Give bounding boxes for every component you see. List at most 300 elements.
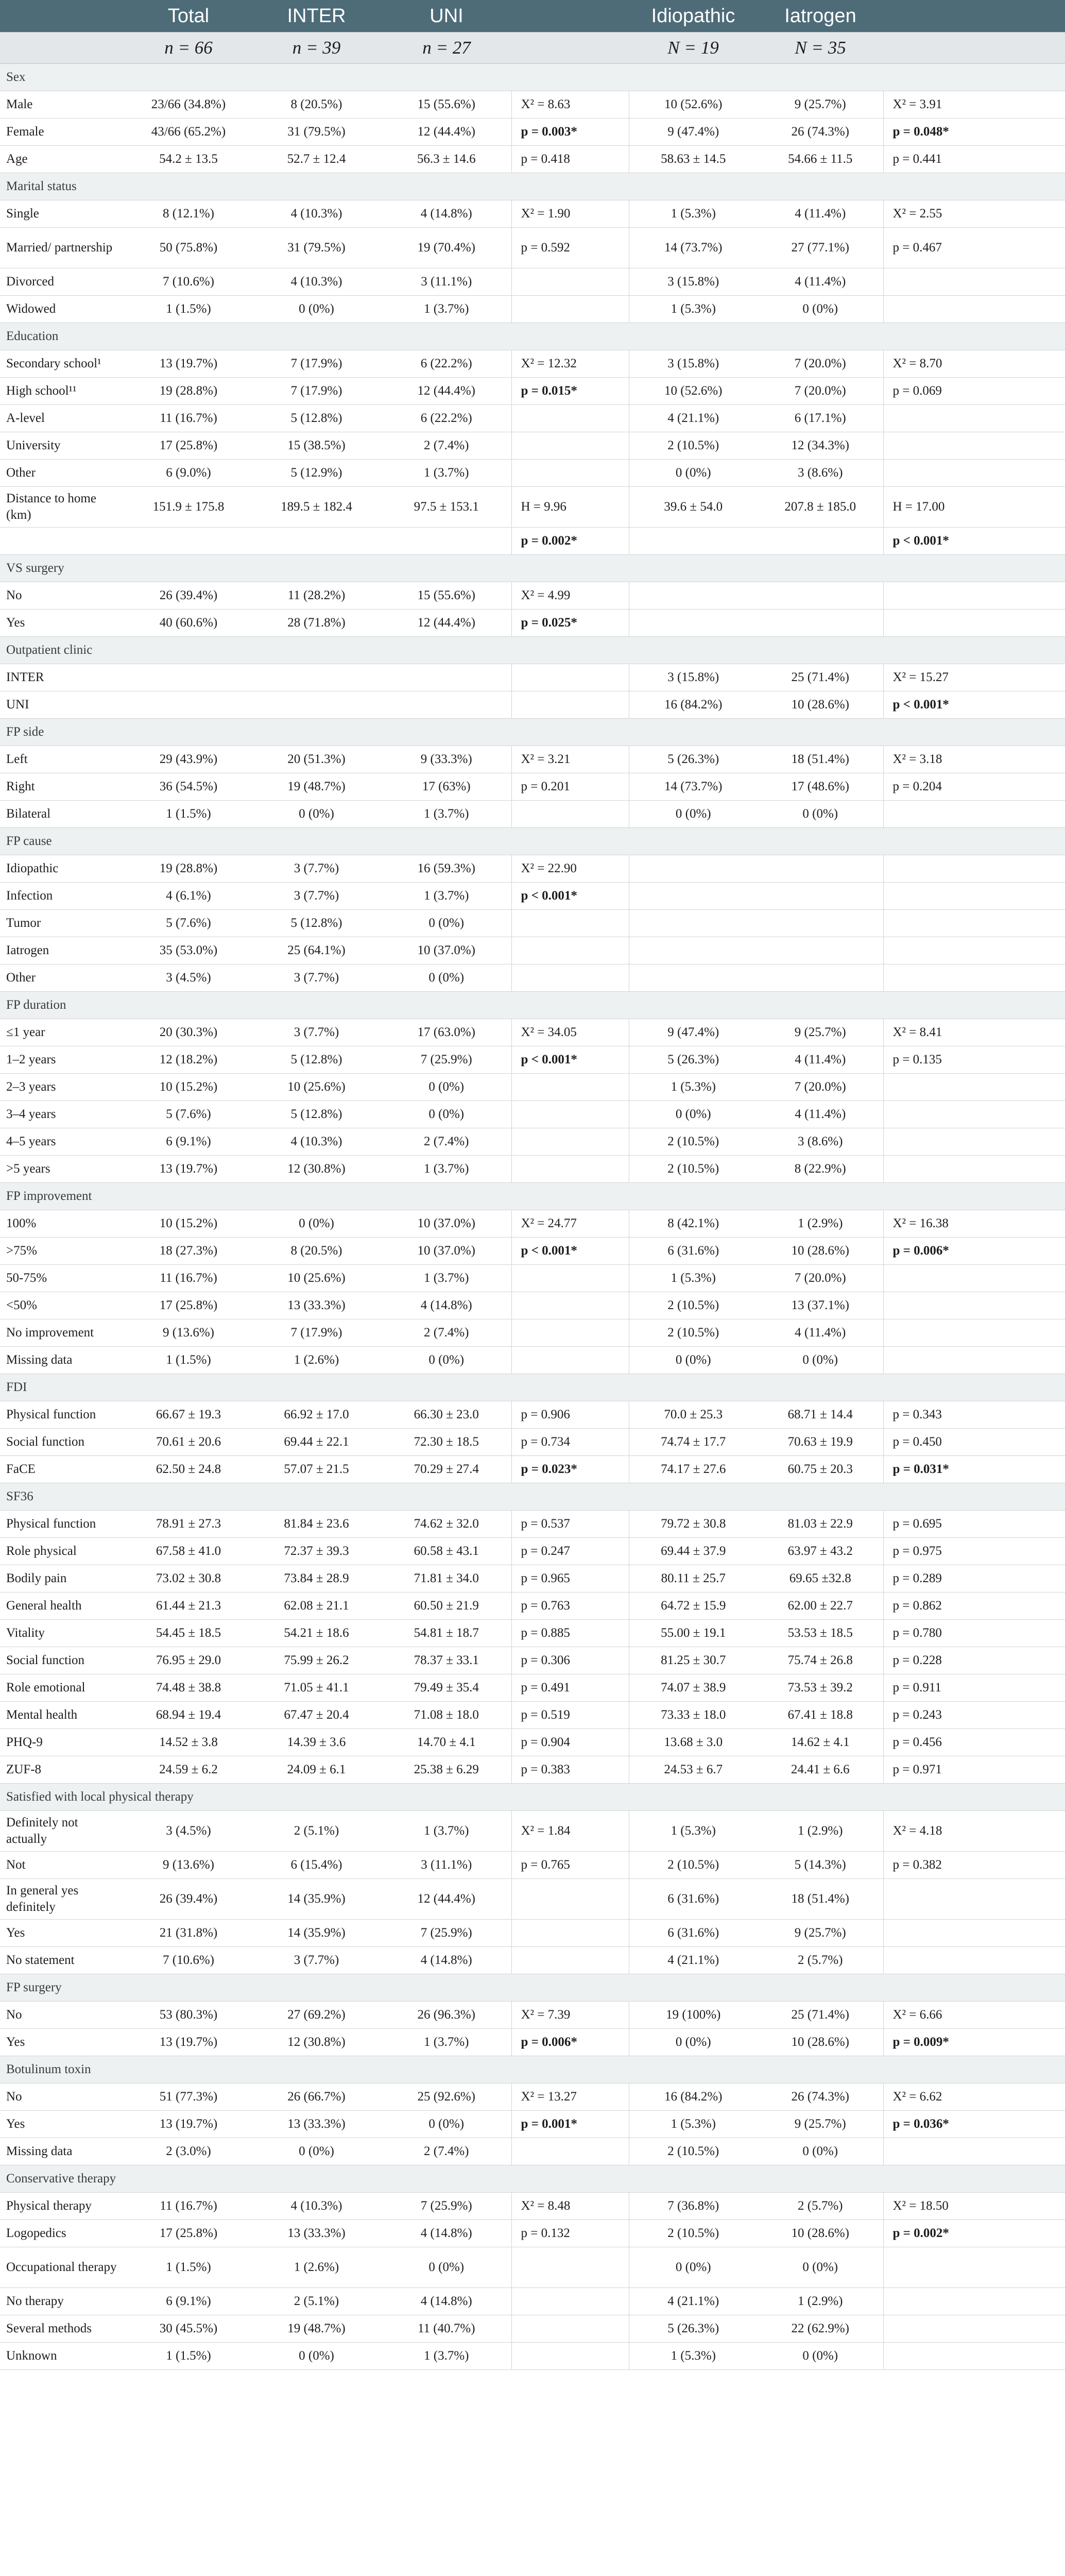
value-cell: 31 (79.5%) xyxy=(251,118,382,146)
value-cell xyxy=(758,937,883,964)
stat-cell xyxy=(883,964,1065,992)
value-cell: 9 (25.7%) xyxy=(758,1019,883,1046)
row-label: High school¹¹ xyxy=(0,378,126,405)
row-label: 3–4 years xyxy=(0,1101,126,1128)
stat-cell xyxy=(511,664,629,691)
value-cell: 68.94 ± 19.4 xyxy=(126,1702,251,1729)
value-cell: 0 (0%) xyxy=(382,1347,511,1374)
stat-cell: p = 0.904 xyxy=(511,1729,629,1756)
value-cell: 18 (51.4%) xyxy=(758,746,883,773)
table-row xyxy=(0,1128,1065,1156)
value-cell: 3 (4.5%) xyxy=(126,1811,251,1852)
value-cell: 11 (16.7%) xyxy=(126,2193,251,2220)
count-cell-iatrogen: N = 35 xyxy=(758,32,883,64)
stat-cell xyxy=(883,2343,1065,2370)
row-label: In general yes definitely xyxy=(0,1879,126,1920)
stat-cell: p = 0.780 xyxy=(883,1620,1065,1647)
value-cell: 16 (84.2%) xyxy=(629,691,758,719)
value-cell: 1 (3.7%) xyxy=(382,1156,511,1183)
value-cell: 8 (42.1%) xyxy=(629,1210,758,1238)
value-cell: 74.74 ± 17.7 xyxy=(629,1429,758,1456)
value-cell: 78.37 ± 33.1 xyxy=(382,1647,511,1674)
stat-cell xyxy=(883,2288,1065,2315)
stat-cell xyxy=(511,1074,629,1101)
value-cell: 2 (10.5%) xyxy=(629,1156,758,1183)
value-cell: 11 (28.2%) xyxy=(251,582,382,609)
header-cell-stat2 xyxy=(883,0,1065,32)
value-cell: 4 (14.8%) xyxy=(382,2220,511,2247)
value-cell: 54.66 ± 11.5 xyxy=(758,146,883,173)
table-row xyxy=(0,460,1065,487)
value-cell: 1 (5.3%) xyxy=(629,200,758,228)
value-cell: 0 (0%) xyxy=(629,1101,758,1128)
table-row xyxy=(0,883,1065,910)
stat-cell xyxy=(883,460,1065,487)
value-cell: 61.44 ± 21.3 xyxy=(126,1592,251,1620)
table-row xyxy=(0,773,1065,801)
value-cell: 81.03 ± 22.9 xyxy=(758,1511,883,1538)
table-row xyxy=(0,1879,1065,1920)
stat-cell xyxy=(883,1265,1065,1292)
value-cell: 5 (12.8%) xyxy=(251,405,382,432)
table-row xyxy=(0,1265,1065,1292)
section-header-row xyxy=(0,64,1065,91)
value-cell: 35 (53.0%) xyxy=(126,937,251,964)
stat-cell xyxy=(511,268,629,296)
value-cell: 73.02 ± 30.8 xyxy=(126,1565,251,1592)
value-cell: 2 (5.7%) xyxy=(758,1947,883,1974)
table-row xyxy=(0,1511,1065,1538)
stat-cell xyxy=(883,1292,1065,1319)
value-cell: 6 (22.2%) xyxy=(382,405,511,432)
value-cell: 14 (35.9%) xyxy=(251,1920,382,1947)
row-label: INTER xyxy=(0,664,126,691)
value-cell: 10 (52.6%) xyxy=(629,378,758,405)
value-cell xyxy=(629,528,758,555)
value-cell: 81.25 ± 30.7 xyxy=(629,1647,758,1674)
stat-cell: p = 0.519 xyxy=(511,1702,629,1729)
stat-cell: p = 0.975 xyxy=(883,1538,1065,1565)
value-cell: 9 (25.7%) xyxy=(758,1920,883,1947)
value-cell: 74.17 ± 27.6 xyxy=(629,1456,758,1483)
stat-cell: p = 0.289 xyxy=(883,1565,1065,1592)
value-cell: 4 (11.4%) xyxy=(758,1319,883,1347)
value-cell: 1 (2.9%) xyxy=(758,1811,883,1852)
value-cell: 8 (12.1%) xyxy=(126,200,251,228)
value-cell: 1 (5.3%) xyxy=(629,1074,758,1101)
section-title: Botulinum toxin xyxy=(0,2056,1065,2083)
row-label: Role physical xyxy=(0,1538,126,1565)
stat-cell: p = 0.491 xyxy=(511,1674,629,1702)
stat-cell: p < 0.001* xyxy=(511,1046,629,1074)
stat-cell: p = 0.006* xyxy=(883,1238,1065,1265)
value-cell: 4 (11.4%) xyxy=(758,200,883,228)
stat-cell: X² = 12.32 xyxy=(511,350,629,378)
value-cell: 17 (48.6%) xyxy=(758,773,883,801)
value-cell: 62.00 ± 22.7 xyxy=(758,1592,883,1620)
value-cell: 4 (10.3%) xyxy=(251,200,382,228)
value-cell: 4 (10.3%) xyxy=(251,2193,382,2220)
section-title: FP side xyxy=(0,719,1065,746)
table-body xyxy=(0,64,1065,2370)
value-cell: 6 (9.0%) xyxy=(126,460,251,487)
value-cell: 0 (0%) xyxy=(251,801,382,828)
row-label: Right xyxy=(0,773,126,801)
value-cell: 16 (84.2%) xyxy=(629,2083,758,2111)
row-label: Yes xyxy=(0,2111,126,2138)
stat-cell xyxy=(511,2138,629,2165)
value-cell: 55.00 ± 19.1 xyxy=(629,1620,758,1647)
value-cell: 52.7 ± 12.4 xyxy=(251,146,382,173)
count-cell-idiopathic: N = 19 xyxy=(629,32,758,64)
stat-cell: X² = 4.18 xyxy=(883,1811,1065,1852)
value-cell: 5 (7.6%) xyxy=(126,1101,251,1128)
stat-cell: p = 0.382 xyxy=(883,1852,1065,1879)
row-label: Bilateral xyxy=(0,801,126,828)
table-row xyxy=(0,1456,1065,1483)
count-cell-total: n = 66 xyxy=(126,32,251,64)
stat-cell: p = 0.906 xyxy=(511,1401,629,1429)
section-header-row xyxy=(0,2056,1065,2083)
value-cell: 0 (0%) xyxy=(382,2247,511,2288)
value-cell: 2 (3.0%) xyxy=(126,2138,251,2165)
stat-cell: X² = 7.39 xyxy=(511,2002,629,2029)
value-cell: 31 (79.5%) xyxy=(251,228,382,268)
stat-cell: p = 0.592 xyxy=(511,228,629,268)
value-cell: 75.99 ± 26.2 xyxy=(251,1647,382,1674)
value-cell: 151.9 ± 175.8 xyxy=(126,487,251,528)
stat-cell: H = 9.96 xyxy=(511,487,629,528)
value-cell: 69.65 ±32.8 xyxy=(758,1565,883,1592)
value-cell: 51 (77.3%) xyxy=(126,2083,251,2111)
table-row xyxy=(0,378,1065,405)
value-cell: 36 (54.5%) xyxy=(126,773,251,801)
row-label: >5 years xyxy=(0,1156,126,1183)
value-cell: 2 (10.5%) xyxy=(629,1292,758,1319)
row-label: No xyxy=(0,2083,126,2111)
stat-cell xyxy=(883,1347,1065,1374)
value-cell: 2 (7.4%) xyxy=(382,1128,511,1156)
stat-cell: X² = 34.05 xyxy=(511,1019,629,1046)
value-cell: 0 (0%) xyxy=(758,801,883,828)
value-cell: 60.50 ± 21.9 xyxy=(382,1592,511,1620)
table-row xyxy=(0,910,1065,937)
stat-cell: p = 0.765 xyxy=(511,1852,629,1879)
stat-cell xyxy=(511,1265,629,1292)
table-row xyxy=(0,2083,1065,2111)
value-cell: 7 (20.0%) xyxy=(758,1265,883,1292)
value-cell xyxy=(758,528,883,555)
value-cell: 76.95 ± 29.0 xyxy=(126,1647,251,1674)
table-row xyxy=(0,1729,1065,1756)
table-row xyxy=(0,2002,1065,2029)
value-cell: 62.50 ± 24.8 xyxy=(126,1456,251,1483)
value-cell: 9 (25.7%) xyxy=(758,91,883,118)
stat-cell: X² = 1.90 xyxy=(511,200,629,228)
table-row xyxy=(0,691,1065,719)
value-cell: 81.84 ± 23.6 xyxy=(251,1511,382,1538)
value-cell: 73.53 ± 39.2 xyxy=(758,1674,883,1702)
table-row xyxy=(0,296,1065,323)
value-cell: 17 (63%) xyxy=(382,773,511,801)
value-cell: 9 (33.3%) xyxy=(382,746,511,773)
stat-cell xyxy=(883,801,1065,828)
value-cell: 1 (2.6%) xyxy=(251,2247,382,2288)
table-row xyxy=(0,1074,1065,1101)
value-cell: 79.72 ± 30.8 xyxy=(629,1511,758,1538)
value-cell: 17 (63.0%) xyxy=(382,1019,511,1046)
table-row xyxy=(0,350,1065,378)
stat-cell xyxy=(511,2343,629,2370)
stat-cell: p = 0.450 xyxy=(883,1429,1065,1456)
value-cell: 2 (10.5%) xyxy=(629,432,758,460)
stat-cell: p = 0.537 xyxy=(511,1511,629,1538)
value-cell: 8 (20.5%) xyxy=(251,91,382,118)
table-row xyxy=(0,1538,1065,1565)
value-cell: 3 (15.8%) xyxy=(629,350,758,378)
section-header-row xyxy=(0,828,1065,855)
value-cell: 17 (25.8%) xyxy=(126,432,251,460)
stat-cell: p < 0.001* xyxy=(511,1238,629,1265)
value-cell xyxy=(629,910,758,937)
stat-cell: p = 0.306 xyxy=(511,1647,629,1674)
value-cell: 13 (37.1%) xyxy=(758,1292,883,1319)
section-title: FP improvement xyxy=(0,1183,1065,1210)
row-label: Secondary school¹ xyxy=(0,350,126,378)
row-label: Social function xyxy=(0,1429,126,1456)
stat-cell: p = 0.911 xyxy=(883,1674,1065,1702)
value-cell: 25 (71.4%) xyxy=(758,2002,883,2029)
value-cell: 27 (77.1%) xyxy=(758,228,883,268)
value-cell: 19 (28.8%) xyxy=(126,855,251,883)
stat-cell: p = 0.862 xyxy=(883,1592,1065,1620)
header-cell-idiopathic: Idiopathic xyxy=(629,0,758,32)
value-cell: 22 (62.9%) xyxy=(758,2315,883,2343)
row-label: Female xyxy=(0,118,126,146)
stat-cell: p = 0.456 xyxy=(883,1729,1065,1756)
row-label: Yes xyxy=(0,2029,126,2056)
value-cell: 5 (12.8%) xyxy=(251,1101,382,1128)
count-cell-uni: n = 27 xyxy=(382,32,511,64)
value-cell: 4 (21.1%) xyxy=(629,2288,758,2315)
value-cell: 9 (13.6%) xyxy=(126,1852,251,1879)
value-cell: 1 (3.7%) xyxy=(382,2029,511,2056)
row-label: Occupational therapy xyxy=(0,2247,126,2288)
stat-cell: p = 0.418 xyxy=(511,146,629,173)
stat-cell xyxy=(883,1074,1065,1101)
value-cell: 20 (51.3%) xyxy=(251,746,382,773)
stat-cell: X² = 16.38 xyxy=(883,1210,1065,1238)
value-cell: 26 (39.4%) xyxy=(126,582,251,609)
value-cell: 10 (25.6%) xyxy=(251,1265,382,1292)
row-label: Role emotional xyxy=(0,1674,126,1702)
value-cell: 78.91 ± 27.3 xyxy=(126,1511,251,1538)
section-header-row xyxy=(0,992,1065,1019)
table-row xyxy=(0,2315,1065,2343)
value-cell: 6 (17.1%) xyxy=(758,405,883,432)
value-cell: 50 (75.8%) xyxy=(126,228,251,268)
stat-cell: H = 17.00 xyxy=(883,487,1065,528)
value-cell: 71.05 ± 41.1 xyxy=(251,1674,382,1702)
value-cell: 2 (5.1%) xyxy=(251,2288,382,2315)
section-title: FP duration xyxy=(0,992,1065,1019)
value-cell: 4 (11.4%) xyxy=(758,1101,883,1128)
table-row xyxy=(0,1238,1065,1265)
value-cell: 4 (11.4%) xyxy=(758,268,883,296)
value-cell: 12 (44.4%) xyxy=(382,1879,511,1920)
row-label: 50-75% xyxy=(0,1265,126,1292)
value-cell xyxy=(629,937,758,964)
value-cell: 13 (19.7%) xyxy=(126,2029,251,2056)
row-label: Yes xyxy=(0,609,126,637)
value-cell: 0 (0%) xyxy=(629,2029,758,2056)
value-cell: 0 (0%) xyxy=(382,2111,511,2138)
value-cell: 12 (30.8%) xyxy=(251,1156,382,1183)
table-row xyxy=(0,1811,1065,1852)
stat-cell xyxy=(511,296,629,323)
table-row xyxy=(0,664,1065,691)
value-cell: 2 (10.5%) xyxy=(629,1128,758,1156)
value-cell: 1 (2.9%) xyxy=(758,2288,883,2315)
stat-cell: p = 0.971 xyxy=(883,1756,1065,1784)
value-cell: 60.58 ± 43.1 xyxy=(382,1538,511,1565)
stat-cell: p = 0.383 xyxy=(511,1756,629,1784)
row-label: FaCE xyxy=(0,1456,126,1483)
value-cell: 23/66 (34.8%) xyxy=(126,91,251,118)
value-cell: 3 (7.7%) xyxy=(251,964,382,992)
value-cell: 18 (51.4%) xyxy=(758,1879,883,1920)
value-cell: 57.07 ± 21.5 xyxy=(251,1456,382,1483)
value-cell: 10 (28.6%) xyxy=(758,691,883,719)
table-row xyxy=(0,2029,1065,2056)
value-cell xyxy=(758,883,883,910)
value-cell: 1 (3.7%) xyxy=(382,801,511,828)
header-cell-iatrogen: Iatrogen xyxy=(758,0,883,32)
stat-cell xyxy=(511,2247,629,2288)
value-cell xyxy=(251,664,382,691)
value-cell: 54.81 ± 18.7 xyxy=(382,1620,511,1647)
stat-cell: p = 0.001* xyxy=(511,2111,629,2138)
table-row xyxy=(0,855,1065,883)
value-cell: 24.09 ± 6.1 xyxy=(251,1756,382,1784)
stat-cell xyxy=(511,432,629,460)
stat-cell: p = 0.734 xyxy=(511,1429,629,1456)
value-cell: 12 (44.4%) xyxy=(382,609,511,637)
value-cell: 6 (9.1%) xyxy=(126,2288,251,2315)
value-cell: 13 (33.3%) xyxy=(251,2220,382,2247)
value-cell: 12 (34.3%) xyxy=(758,432,883,460)
stat-cell: p = 0.695 xyxy=(883,1511,1065,1538)
value-cell: 0 (0%) xyxy=(758,2247,883,2288)
value-cell: 4 (21.1%) xyxy=(629,1947,758,1974)
value-cell: 74.48 ± 38.8 xyxy=(126,1674,251,1702)
value-cell: 73.33 ± 18.0 xyxy=(629,1702,758,1729)
value-cell: 8 (22.9%) xyxy=(758,1156,883,1183)
value-cell: 20 (30.3%) xyxy=(126,1019,251,1046)
value-cell: 7 (20.0%) xyxy=(758,1074,883,1101)
value-cell xyxy=(758,964,883,992)
count-cell-inter: n = 39 xyxy=(251,32,382,64)
stat-cell xyxy=(511,2288,629,2315)
stat-cell: p = 0.228 xyxy=(883,1647,1065,1674)
value-cell xyxy=(126,664,251,691)
value-cell: 60.75 ± 20.3 xyxy=(758,1456,883,1483)
stat-cell: p = 0.763 xyxy=(511,1592,629,1620)
stat-cell xyxy=(511,1319,629,1347)
stat-cell: p = 0.343 xyxy=(883,1401,1065,1429)
table-row xyxy=(0,1852,1065,1879)
row-label: 100% xyxy=(0,1210,126,1238)
value-cell: 8 (20.5%) xyxy=(251,1238,382,1265)
value-cell: 0 (0%) xyxy=(251,296,382,323)
section-header-row xyxy=(0,1974,1065,2002)
value-cell: 0 (0%) xyxy=(629,1347,758,1374)
row-label: Physical function xyxy=(0,1401,126,1429)
value-cell: 73.84 ± 28.9 xyxy=(251,1565,382,1592)
stat-cell xyxy=(883,1101,1065,1128)
section-header-row xyxy=(0,2165,1065,2193)
header-cell-empty xyxy=(0,0,126,32)
table-row xyxy=(0,609,1065,637)
stat-cell xyxy=(511,1347,629,1374)
value-cell: 3 (7.7%) xyxy=(251,1947,382,1974)
value-cell: 5 (26.3%) xyxy=(629,2315,758,2343)
value-cell: 13 (19.7%) xyxy=(126,2111,251,2138)
row-label: Distance to home (km) xyxy=(0,487,126,528)
header-cell-inter: INTER xyxy=(251,0,382,32)
value-cell: 63.97 ± 43.2 xyxy=(758,1538,883,1565)
stat-cell xyxy=(883,1319,1065,1347)
table-row xyxy=(0,1674,1065,1702)
table-row xyxy=(0,1592,1065,1620)
stat-cell: X² = 22.90 xyxy=(511,855,629,883)
value-cell: 3 (11.1%) xyxy=(382,1852,511,1879)
value-cell: 26 (96.3%) xyxy=(382,2002,511,2029)
value-cell: 66.30 ± 23.0 xyxy=(382,1401,511,1429)
table-row xyxy=(0,2138,1065,2165)
section-title: SF36 xyxy=(0,1483,1065,1511)
row-label: Male xyxy=(0,91,126,118)
stat-cell xyxy=(883,1920,1065,1947)
value-cell xyxy=(126,528,251,555)
table-row xyxy=(0,2193,1065,2220)
value-cell: 7 (25.9%) xyxy=(382,1920,511,1947)
table-row xyxy=(0,964,1065,992)
value-cell: 18 (27.3%) xyxy=(126,1238,251,1265)
table-row xyxy=(0,746,1065,773)
value-cell: 10 (28.6%) xyxy=(758,2220,883,2247)
value-cell: 11 (16.7%) xyxy=(126,1265,251,1292)
row-label: Yes xyxy=(0,1920,126,1947)
value-cell: 2 (10.5%) xyxy=(629,1852,758,1879)
value-cell: 3 (7.7%) xyxy=(251,883,382,910)
table-row xyxy=(0,1292,1065,1319)
value-cell: 39.6 ± 54.0 xyxy=(629,487,758,528)
value-cell: 74.62 ± 32.0 xyxy=(382,1511,511,1538)
table-row xyxy=(0,2111,1065,2138)
table-row xyxy=(0,1647,1065,1674)
value-cell: 7 (17.9%) xyxy=(251,378,382,405)
stat-cell xyxy=(883,582,1065,609)
row-label: Logopedics xyxy=(0,2220,126,2247)
table-row xyxy=(0,1620,1065,1647)
value-cell: 97.5 ± 153.1 xyxy=(382,487,511,528)
value-cell: 17 (25.8%) xyxy=(126,1292,251,1319)
value-cell: 1 (3.7%) xyxy=(382,296,511,323)
value-cell: 6 (9.1%) xyxy=(126,1128,251,1156)
value-cell: 54.2 ± 13.5 xyxy=(126,146,251,173)
value-cell: 6 (31.6%) xyxy=(629,1920,758,1947)
